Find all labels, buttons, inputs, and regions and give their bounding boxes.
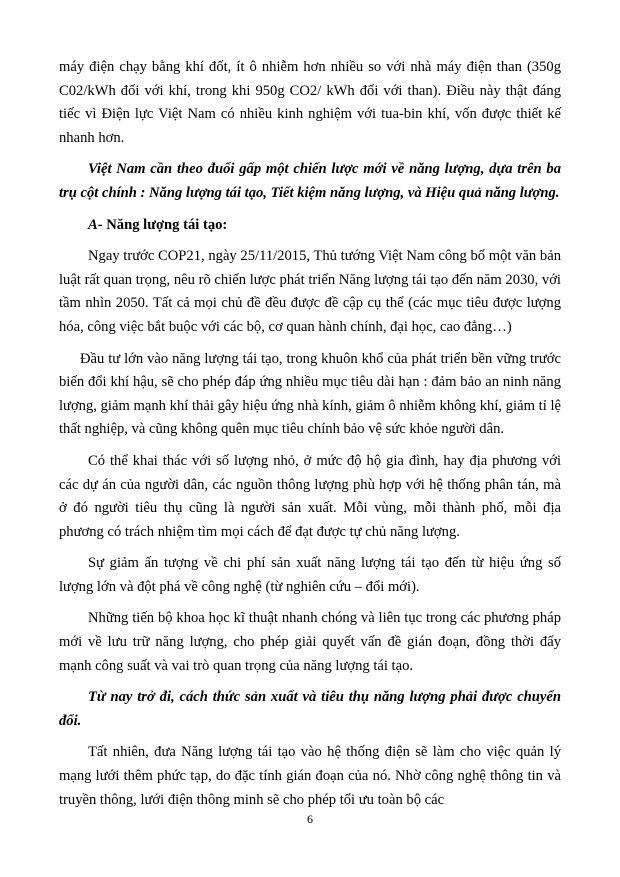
emphasis-strategy-statement: Việt Nam cần theo đuổi gấp một chiến lược mới về năng lượng, dựa trên ba trụ cột chính : Năng lượng tái tạo, Tiết kiệm năng lượng, và Hiệu quả năng lượng.	[59, 161, 561, 201]
section-heading-text: - Năng lượng tái tạo:	[97, 216, 228, 233]
paragraph-investment: Đầu tư lớn vào năng lượng tái tạo, trong khuôn khổ của phát triển bền vững trước biến đổi khí hậu, sẽ cho phép đáp ứng nhiều mục tiêu dài hạn : đảm bảo an ninh năng lượng, giảm mạnh khí thải gây hiệu ứng nhà kính, giảm ô nhiễm không khí, giảm tỉ lệ thất nghiệp, và cũng không quên mục tiêu chính bảo vệ sức khỏe người dân.	[59, 350, 561, 438]
section-heading-renewable-energy	[59, 214, 561, 238]
emphasis-transformation-statement: Từ nay trở đi, cách thức sản xuất và tiêu thụ năng lượng phải được chuyển đổi.	[59, 689, 561, 729]
paragraph-smart-grid: Tất nhiên, đưa Năng lượng tái tạo vào hệ thống điện sẽ làm cho việc quản lý mạng lưới thêm phức tạp, do đặc tính gián đoạn của nó. Nhờ công nghệ thông tin và truyền thông, lưới điện thông minh sẽ cho phép tối ưu toàn bộ các	[59, 744, 561, 808]
paragraph-storage-progress: Những tiến bộ khoa học kĩ thuật nhanh chóng và liên tục trong các phương pháp mới về lưu trữ năng lượng, cho phép giải quyết vấn đề gián đoạn, đồng thời đẩy mạnh công suất và vai trò quan trọng của năng lượng tái tạo.	[59, 610, 561, 674]
page-content	[59, 56, 561, 820]
paragraph-intro-continuation: máy điện chạy bằng khí đốt, ít ô nhiễm hơn nhiều so với nhà máy điện than (350g C02/kWh đối với khí, trong khi 950g CO2/ kWh đối với than). Điều này thật đáng tiếc vì Điện lực Việt Nam có nhiều kinh nghiệm với tua-bin khí, vốn được thiết kế nhanh hơn.	[59, 59, 561, 146]
paragraph-small-scale: Có thể khai thác với số lượng nhỏ, ở mức độ hộ gia đình, hay địa phương với các dự án của người dân, các nguồn thông lượng phù hợp với hệ thống phân tán, mà ở đó người tiêu thụ cũng là người sản xuất. Mỗi vùng, mỗi thành phố, mỗi địa phương có trách nhiệm tìm mọi cách để đạt được tự chủ năng lượng.	[59, 452, 561, 540]
paragraph-cop21: Ngay trước COP21, ngày 25/11/2015, Thủ tướng Việt Nam công bố một văn bản luật rất quan trọng, nêu rõ chiến lược phát triển Năng lượng tái tạo đến năm 2030, với tầm nhìn 2050. Tất cả mọi chủ đề đều được đề cập cụ thể (các mục tiêu được lượng hóa, công việc bắt buộc với các bộ, cơ quan hành chính, đại học, cao đẳng…)	[59, 248, 561, 335]
page-number: 6	[307, 812, 313, 826]
paragraph-cost-reduction: Sự giảm ấn tượng về chi phí sản xuất năng lượng tái tạo đến từ hiệu ứng số lượng lớn và đột phá về công nghệ (từ nghiên cứu – đổi mới).	[59, 555, 561, 595]
section-heading-prefix: A	[88, 216, 98, 233]
